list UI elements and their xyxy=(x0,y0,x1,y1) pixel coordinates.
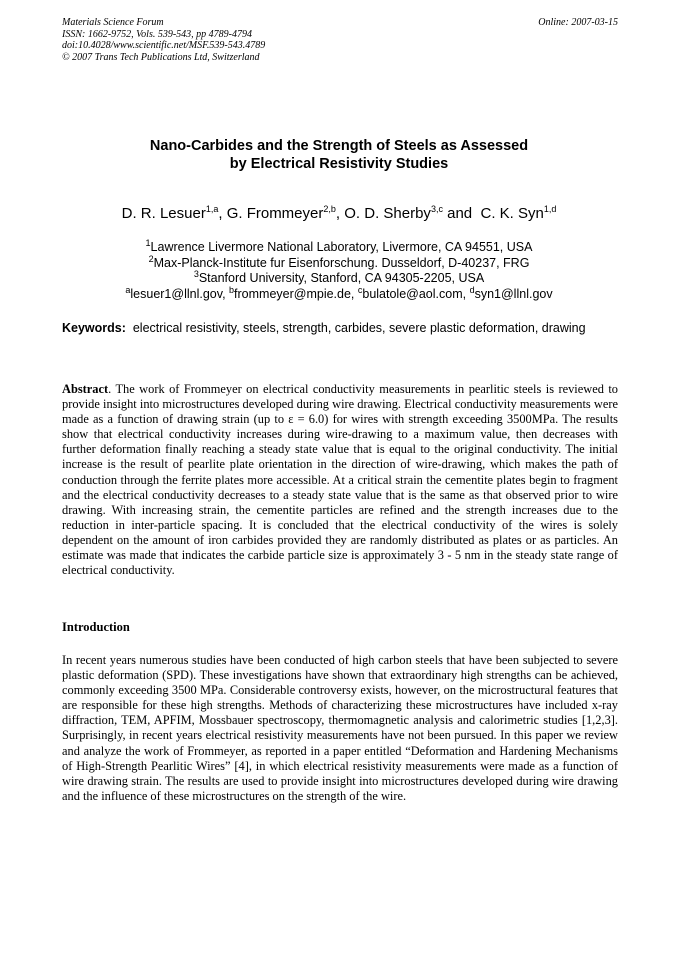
author-superscript: 1,a xyxy=(205,204,219,214)
author-separator: , xyxy=(218,205,227,222)
email-separator: , xyxy=(350,286,358,301)
email-superscript: a xyxy=(125,284,131,295)
journal-name: Materials Science Forum xyxy=(62,17,164,28)
issn-line: ISSN: 1662-9752, Vols. 539-543, pp 4789-4794 xyxy=(62,28,252,40)
affiliation-text: Stanford University, Stanford, CA 94305-2205, USA xyxy=(198,271,485,285)
affiliation-line xyxy=(40,237,638,256)
keywords-section xyxy=(62,320,618,336)
title-line-2: by Electrical Resistivity Studies xyxy=(229,156,449,172)
affiliation-superscript: 3 xyxy=(193,268,199,279)
author-name: O. D. Sherby xyxy=(344,205,431,222)
author-name: C. K. Syn xyxy=(480,205,544,222)
affiliation-line xyxy=(40,253,638,272)
journal-header xyxy=(62,17,618,63)
author-separator: , xyxy=(335,205,345,222)
author-superscript: 1,d xyxy=(543,204,557,214)
affiliation-text: Lawrence Livermore National Laboratory, Livermore, CA 94551, USA xyxy=(150,240,533,254)
author-separator: and xyxy=(442,205,481,222)
email-line xyxy=(40,284,638,303)
author-name: D. R. Lesuer xyxy=(121,205,206,222)
abstract-label: Abstract xyxy=(62,382,109,396)
affiliation-block xyxy=(40,237,638,302)
email-address: bulatole@aol.com xyxy=(362,286,463,301)
email-address: frommeyer@mpie.de xyxy=(234,286,351,301)
affiliation-superscript: 1 xyxy=(145,237,151,248)
author-superscript: 2,b xyxy=(323,204,336,214)
online-date: Online: 2007-03-15 xyxy=(538,17,618,28)
introduction-text: In recent years numerous studies have been conducted of high carbon steels that have been subjected to severe plastic deformation (SPD). These investigations have shown that extraordinary high strengths can be achieved, commonly exceeding 3500 MPa. Considerable controversy exists, however, on the microstructural features that are responsible for these high strengths. Methods of characterizing these microstructures have included x-ray diffraction, TEM, APFIM, Mossbauer spectroscopy, thermomagnetic analysis and calorimetric studies [1,2,3]. Surprisingly, in recent years electrical resistivity measurements have not been pursued. In this paper we review and analyze the work of Frommeyer, as reported in a paper entitled “Deformation and Hardening Mechanisms of High-Strength Pearlitic Wires” [4], in which electrical resistivity measurements were made as a function of wire drawing strain. The results are used to provide insight into microstructures developed during wire drawing and the influence of these microstructures on the strength of the wire. xyxy=(62,653,618,803)
author-name: G. Frommeyer xyxy=(226,205,324,222)
email-separator: , xyxy=(462,286,470,301)
affiliation-superscript: 2 xyxy=(148,253,154,264)
abstract-text: . The work of Frommeyer on electrical conductivity measurements in pearlitic steels is reviewed to provide insight into microstructures developed during wire drawing. Electrical conductivity measurements were made as a function of drawing strain (up to ε = 6.0) for wires with strength exceeding 3500MPa. The results show that electrical conductivity increases during wire-drawing to a maximum value, then decreases with further deformation finally reaching a steady state value that is equal to the original conductivity. The initial increase is the result of pearlite plate orientation in the direction of wire-drawing, which makes the path of conduction through the ferrite plates more accessible. At a critical strain the cementite plates begin to fragment and the electrical conductivity decreases to a steady state value that is the same as that observed prior to wire drawing. With increasing strain, the cementite particles are refined and the strength increases due to the reduction in inter-particle spacing. It is concluded that the electrical conductivity of the wires is solely dependent on the amount of iron carbides provided they are randomly distributed as plates or as particles. An estimate was made that indicates the carbide particle size is approximately 3 - 5 nm in the steady state range of electrical conductivity. xyxy=(62,382,618,578)
email-superscript: c xyxy=(357,284,363,295)
introduction-heading: Introduction xyxy=(62,620,130,634)
keywords-text: electrical resistivity, steels, strength, carbides, severe plastic deformation, drawing xyxy=(125,321,586,335)
email-superscript: b xyxy=(229,284,235,295)
affiliation-text: Max-Planck-Institute fur Eisenforschung. Dusseldorf, D-40237, FRG xyxy=(153,255,530,270)
email-superscript: d xyxy=(469,284,475,295)
keywords-label: Keywords: xyxy=(62,321,126,335)
abstract-section xyxy=(62,382,618,578)
author-list xyxy=(40,205,638,223)
author-superscript: 3,c xyxy=(430,204,443,214)
email-address: syn1@llnl.gov xyxy=(474,286,553,301)
email-address: lesuer1@llnl.gov xyxy=(130,286,223,301)
email-separator: , xyxy=(222,286,230,301)
copyright-line: © 2007 Trans Tech Publications Ltd, Switzerland xyxy=(62,51,260,63)
paper-title xyxy=(60,137,618,173)
title-line-1: Nano-Carbides and the Strength of Steels as Assessed xyxy=(149,138,529,154)
doi-line: doi:10.4028/www.scientific.net/MSF.539-543.4789 xyxy=(62,40,266,51)
